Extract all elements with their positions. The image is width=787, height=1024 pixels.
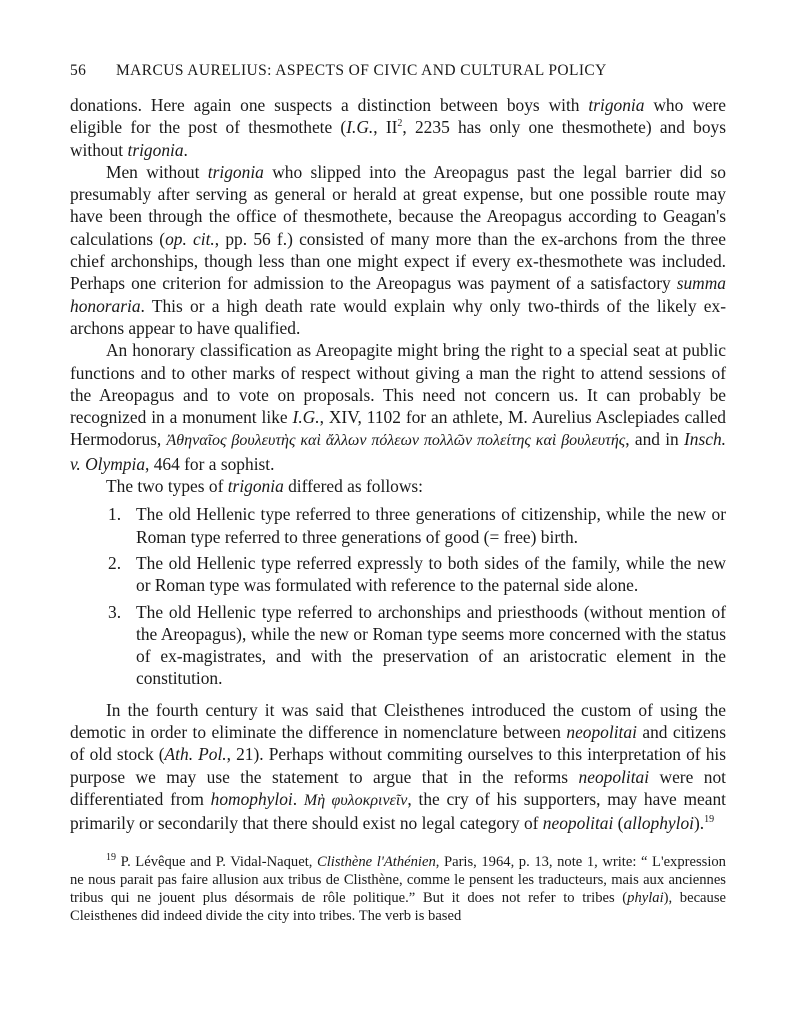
italic-term: trigonia xyxy=(227,476,284,497)
list-item-text: The old Hellenic type referred expressly to both sides of the family, while the new or Roman type was formulated with reference to the paternal side alone. xyxy=(136,552,726,596)
text-run: ( xyxy=(613,813,624,834)
text-run: P. Lévêque and P. Vidal-Naquet, xyxy=(116,853,317,870)
italic-term: phylai xyxy=(627,890,664,907)
list-number: 3. xyxy=(108,601,122,622)
paragraph-4 xyxy=(70,475,726,497)
text-run: , 2235 has only one thesmothete) and boys without xyxy=(70,117,726,160)
list-number: 1. xyxy=(108,504,122,525)
italic-term: neopolitai xyxy=(578,766,650,787)
text-run: , II xyxy=(373,117,398,138)
italic-term: summa honoraria xyxy=(70,273,726,316)
greek-quotation: Ἀθηναῖος βουλευτὴς καὶ ἄλλων πόλεων πολλῶν πολείτης καὶ βουλευτής xyxy=(166,432,626,450)
greek-quotation: Μὴ φυλοκρινεῖν xyxy=(303,791,408,809)
running-title: MARCUS AURELIUS: ASPECTS OF CIVIC AND CULTURAL POLICY xyxy=(116,62,607,79)
superscript: 2 xyxy=(397,118,403,130)
list-item-text: The old Hellenic type referred to archonships and priesthoods (without mention of the Areopagus), while the new or Roman type seems more concerned with the status of ex-magistrates, and with the preservation of an aristocratic element in the constitution. xyxy=(136,601,726,689)
list-item-text: The old Hellenic type referred to three generations of citizenship, while the new or Roman type referred to three generations of good (= free) birth. xyxy=(136,504,726,547)
text-run: , XIV, 1102 for an athlete, M. Aurelius Asclepiades called Hermodorus, xyxy=(70,407,726,450)
document-page xyxy=(70,62,726,926)
running-header xyxy=(70,62,726,80)
text-run: , 21). Perhaps without commiting ourselves to this interpretation of his purpose we may use the statement to argue that in the reforms xyxy=(70,744,726,787)
text-run: ), because Cleisthenes did indeed divide the city into tribes. The verb is based xyxy=(70,890,726,925)
list-number: 2. xyxy=(108,552,122,573)
italic-term: trigonia xyxy=(127,139,184,160)
citation-italic: I.G. xyxy=(292,407,320,428)
list-item xyxy=(70,552,726,597)
text-run: , the cry of his supporters, may have meant primarily or secondarily that there should exist no legal category of xyxy=(70,788,726,834)
text-run: . xyxy=(292,788,304,809)
citation-italic: op. cit. xyxy=(165,228,215,249)
footnote-19 xyxy=(70,853,726,926)
text-run: who slipped into the Areopagus past the legal barrier did so presumably after serving as general or herald at great expense, but one possible route may have been through the office of thesmothete, because the Areopagus according to Geagan's calculations ( xyxy=(70,161,727,249)
text-run: In the fourth century it was said that Cleisthenes introduced the custom of using the demotic in order to eliminate the difference in nomenclature between xyxy=(70,699,726,743)
text-run: , 464 for a sophist. xyxy=(145,453,275,474)
italic-term: trigonia xyxy=(588,95,645,115)
paragraph-2 xyxy=(70,161,726,339)
footnote xyxy=(70,853,726,926)
text-run: , Paris, 1964, p. 13, note 1, write: “ L'expression ne nous parait pas faire allusion aux tribus de Clisthène, comme le pensent les traducteurs, mais aux anciennes tribus qui ne jouent plus désormais de rôle politique.” But it does not refer to tribes ( xyxy=(70,853,726,907)
text-run: Men without xyxy=(106,161,208,182)
text-run: . This or a high death rate would explain why only two-thirds of the likely ex-archons appear to have qualified. xyxy=(70,295,726,338)
text-run: , pp. 56 f.) consisted of many more than the ex-archons from the three chief archonships, though less than one might expect if every ex-thesmothete was included. Perhaps one criterion for admission to the Areopagus was payment of a satisfactory xyxy=(70,228,726,294)
text-run: , and in xyxy=(625,429,684,450)
text-run: who were eligible for the post of thesmothete ( xyxy=(70,95,727,138)
text-run: were not differentiated from xyxy=(70,766,726,809)
footnote-marker: 19 xyxy=(106,851,116,863)
citation-italic: I.G. xyxy=(346,117,374,138)
italic-term: trigonia xyxy=(207,161,264,182)
paragraph-3 xyxy=(70,339,726,475)
italic-term: neopolitai xyxy=(542,813,614,834)
paragraph-5 xyxy=(70,699,726,835)
list-item xyxy=(70,503,726,548)
italic-term: neopolitai xyxy=(566,722,637,743)
text-run: An honorary classification as Areopagite might bring the right to a special seat at public functions and to other marks of respect without giving a man the right to attend sessions of the Areopagus and to vote on proposals. This need not concern us. It can probably be recognized in a monument like xyxy=(70,340,726,428)
citation-italic: Clisthène l'Athénien xyxy=(317,853,436,870)
text-run: ). xyxy=(694,813,705,834)
text-run: The two types of xyxy=(106,476,228,497)
citation-italic: Ath. Pol. xyxy=(164,744,227,765)
body-text xyxy=(70,94,726,835)
page-number: 56 xyxy=(70,62,87,79)
italic-term: homophyloi xyxy=(210,788,293,809)
list-item xyxy=(70,601,726,690)
text-run: and citizens of old stock ( xyxy=(70,722,727,765)
text-run: donations. Here again one suspects a distinction between boys with xyxy=(70,95,589,115)
text-run: . xyxy=(183,139,188,160)
text-run: differed as follows: xyxy=(283,476,424,497)
paragraph-1 xyxy=(70,94,726,161)
footnote-reference: 19 xyxy=(704,814,715,826)
italic-term: allophyloi xyxy=(623,813,694,834)
numbered-list xyxy=(70,503,726,689)
citation-italic: Insch. v. Olympia xyxy=(70,429,727,474)
